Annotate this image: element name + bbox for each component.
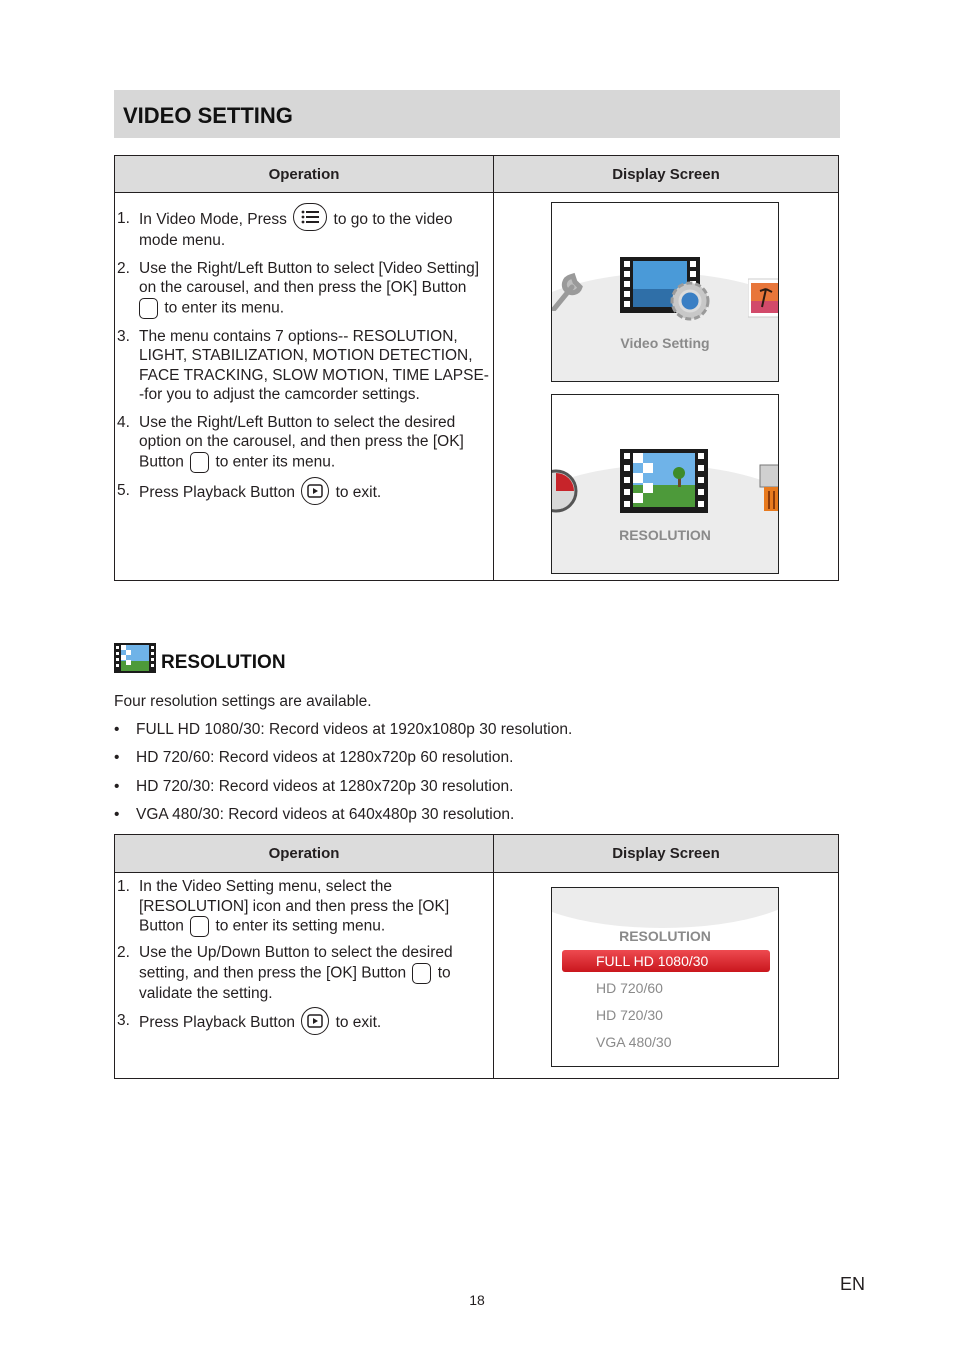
subsection-title: RESOLUTION	[161, 652, 286, 673]
resolution-heading-icon	[114, 643, 156, 673]
col-header-operation: Operation	[115, 835, 494, 873]
screen-caption-video-setting: Video Setting	[620, 335, 710, 351]
video-setting-icon	[620, 255, 712, 325]
screen-video-setting	[551, 202, 779, 382]
ok-button-icon	[412, 963, 431, 984]
bullet-item: • HD 720/30: Record videos at 1280x720p 30 resolution.	[114, 778, 514, 795]
intro-text: Four resolution settings are available.	[114, 693, 372, 710]
screen-resolution-menu	[551, 887, 779, 1067]
menu-option[interactable]: HD 720/30	[596, 1007, 663, 1023]
timer-icon	[552, 465, 578, 513]
bullet-item: • FULL HD 1080/30: Record videos at 1920x1080p 30 resolution.	[114, 721, 573, 738]
resolution-icon	[620, 447, 712, 517]
col-header-operation: Operation	[115, 156, 494, 193]
operation-cell	[115, 873, 494, 1079]
playback-button-icon	[301, 477, 329, 505]
section-title: VIDEO SETTING	[123, 103, 293, 128]
menu-option[interactable]: HD 720/60	[596, 980, 663, 996]
photo-icon	[748, 277, 779, 319]
page-number: 18	[469, 1292, 485, 1308]
wrench-icon	[552, 271, 586, 311]
section-banner	[114, 90, 840, 138]
screen-resolution-carousel	[551, 394, 779, 574]
light-icon	[758, 463, 779, 513]
step-item: 1. In the Video Setting menu, select the [RESOLUTION] icon and then press the [OK] Button to enter its setting menu.	[115, 877, 491, 937]
ok-button-icon	[190, 916, 209, 937]
menu-option[interactable]: VGA 480/30	[596, 1034, 672, 1050]
playback-button-icon	[301, 1007, 329, 1035]
language-tag: EN	[840, 1274, 866, 1294]
step-item: 3. Press Playback Button to exit.	[115, 1011, 491, 1035]
ok-button-icon	[139, 298, 158, 319]
bullet-item: • VGA 480/30: Record videos at 640x480p 30 resolution.	[114, 806, 515, 823]
step-item: 1. In Video Mode, Press to go to the video mode menu.	[115, 209, 491, 251]
menu-option-selected[interactable]: FULL HD 1080/30	[596, 953, 709, 969]
step-item: 2. Use the Up/Down Button to select the desired setting, and then press the [OK] Button to validate the setting.	[117, 944, 453, 1002]
step-item: 3. The menu contains 7 options-- RESOLUTION, LIGHT, STABILIZATION, MOTION DETECTION, FACE TRACKING, SLOW MOTION, TIME LAPSE--for you to adjust the camcorder settings.	[117, 327, 489, 403]
col-header-display: Display Screen	[494, 156, 839, 193]
ok-button-icon	[190, 452, 209, 473]
step-item: 4. Use the Right/Left Button to select the desired option on the carousel, and then press the [OK] Button to enter its menu.	[115, 413, 491, 473]
step-item: 2. Use the Right/Left Button to select [Video Setting] on the carousel, and then press the [OK] Button to enter its menu.	[115, 259, 491, 319]
bullet-item: • HD 720/60: Record videos at 1280x720p 60 resolution.	[114, 749, 514, 766]
menu-title: RESOLUTION	[619, 928, 711, 944]
screen-caption-resolution: RESOLUTION	[619, 527, 711, 543]
step-item: 5. Press Playback Button to exit.	[115, 481, 491, 505]
menu-button-icon	[293, 203, 327, 231]
operation-cell	[115, 193, 494, 581]
col-header-display: Display Screen	[494, 835, 839, 873]
